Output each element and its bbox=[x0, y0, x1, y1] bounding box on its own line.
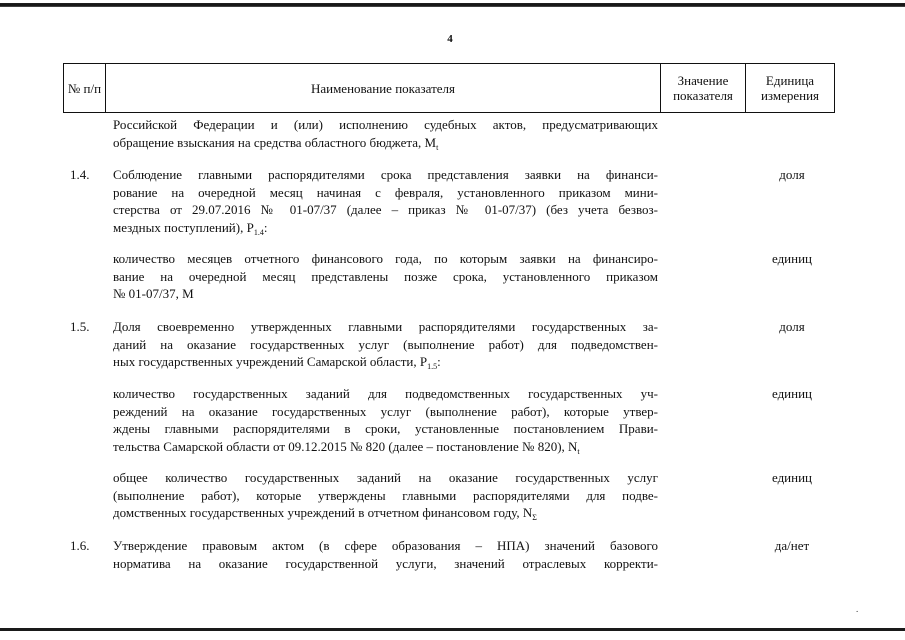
text-line: обращение взыскания на средства областного бюджета, $M_t$ bbox=[113, 134, 439, 152]
text-line: Российской Федерации и (или) исполнению судебных актов, предусматривающих bbox=[113, 117, 658, 132]
row-text bbox=[113, 250, 658, 303]
row-unit: единиц bbox=[771, 386, 813, 401]
text-line: стерства от 29.07.2016 № 01-07/37 (далее – приказ № 01-07/37) (без учета безвоз- bbox=[113, 202, 658, 217]
text-line: № 01-07/37, M bbox=[113, 286, 194, 301]
page-number: 4 bbox=[447, 33, 453, 45]
text-line: количество государственных заданий для подведомственных государственных уч- bbox=[113, 386, 658, 401]
text-line: общее количество государственных заданий на оказание государственных услуг bbox=[113, 470, 658, 485]
row-number: 1.6. bbox=[70, 538, 90, 553]
text-line: ждены главными распорядителями в сроки, установленные постановлением Прави- bbox=[113, 421, 658, 436]
text-line: домственных государственных учреждений в отчетном финансовом году, $N_\Sigma$ bbox=[113, 505, 537, 522]
row-number: 1.5. bbox=[70, 319, 90, 334]
row-unit: единиц bbox=[771, 470, 813, 485]
scan-edge-top bbox=[0, 3, 905, 7]
row-text bbox=[113, 469, 658, 522]
text-line: вание на очередной месяц представлены позже срока, установленного приказом bbox=[113, 268, 658, 284]
text-line: тельства Самарской области от 09.12.2015 № 820 (далее – постановление № 820), $N_t$ bbox=[113, 438, 580, 456]
row-text bbox=[113, 537, 658, 572]
row-text bbox=[113, 166, 658, 236]
text-line: реждений на оказание государственных услуг (выполнение работ), которые утвер- bbox=[113, 403, 658, 419]
text-line: ных государственных учреждений Самарской области, $P_{1.5}$: bbox=[113, 354, 441, 371]
scan-speck: . bbox=[856, 604, 859, 614]
row-number: 1.4. bbox=[70, 167, 90, 182]
text-line: Доля своевременно утвержденных главными распорядителями государственных за- bbox=[113, 319, 658, 334]
text-line: количество месяцев отчетного финансового года, по которым заявки на финансиро- bbox=[113, 251, 658, 266]
header-name: Наименование показателя bbox=[106, 64, 661, 112]
header-num: № п/п bbox=[64, 64, 106, 112]
row-unit: доля bbox=[779, 167, 805, 182]
text-line: Соблюдение главными распорядителями срока представления заявки на финанси- bbox=[113, 167, 658, 182]
text-line: (выполнение работ), которые утверждены главными распорядителями для подве- bbox=[113, 487, 658, 503]
scan-edge-bottom bbox=[0, 628, 905, 631]
table-header bbox=[63, 63, 835, 113]
row-unit: да/нет bbox=[774, 538, 810, 553]
text-line: даний на оказание государственных услуг (выполнение работ) для подведомствен- bbox=[113, 336, 658, 352]
row-text bbox=[113, 318, 658, 371]
row-unit: единиц bbox=[771, 251, 813, 266]
text-line: мездных поступлений), $P_{1.4}$: bbox=[113, 219, 268, 237]
header-value: Значение показателя bbox=[661, 64, 746, 112]
header-unit: Единица измерения bbox=[760, 73, 820, 103]
text-line: Утверждение правовым актом (в сфере образования – НПА) значений базового bbox=[113, 538, 658, 553]
row-unit: доля bbox=[779, 319, 805, 334]
row-text bbox=[113, 116, 658, 151]
text-line: норматива на оказание государственной услуги, значений отраслевых корректи- bbox=[113, 555, 658, 571]
text-line: рование на очередной месяц начиная с февраля, установленного приказом мини- bbox=[113, 184, 658, 200]
row-text bbox=[113, 385, 658, 455]
